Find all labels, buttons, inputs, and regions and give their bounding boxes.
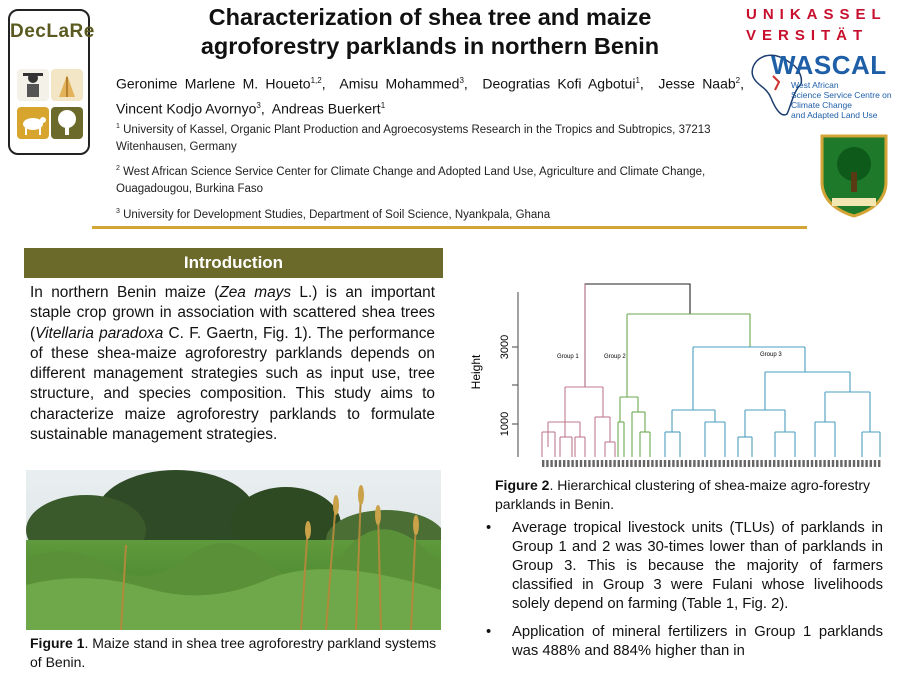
group-2-label: Group 2 bbox=[604, 354, 626, 360]
leaf-label-mark bbox=[639, 460, 641, 467]
figure-2-label: Figure 2 bbox=[495, 477, 550, 493]
leaf-label-mark bbox=[626, 460, 628, 467]
leaf-label-mark bbox=[672, 460, 674, 467]
leaf-label-mark bbox=[832, 460, 834, 467]
leaf-label-mark bbox=[647, 460, 649, 467]
tree-icon bbox=[51, 107, 83, 139]
wascal-subtitle-line: West African bbox=[791, 80, 839, 90]
intro-text-part: In northern Benin maize ( bbox=[30, 284, 220, 301]
leaf-label-mark bbox=[576, 460, 578, 467]
author-name: Andreas Buerkert bbox=[271, 100, 381, 117]
author-name: Amisu Mohammed bbox=[339, 75, 460, 92]
y-axis-label: Height bbox=[469, 354, 483, 390]
author-affil-sup: 1 bbox=[380, 100, 386, 110]
bullet-dot-icon: • bbox=[486, 520, 492, 536]
leaf-label-mark bbox=[643, 460, 645, 467]
leaf-label-mark bbox=[807, 460, 809, 467]
declare-logo bbox=[8, 9, 95, 155]
author-name: Jesse Naab bbox=[658, 75, 736, 92]
farmer-icon bbox=[17, 69, 49, 101]
leaf-label-mark bbox=[702, 460, 704, 467]
species-name: Vitellaria paradoxa bbox=[35, 324, 164, 342]
leaf-label-mark bbox=[597, 460, 599, 467]
leaf-label-mark bbox=[710, 460, 712, 467]
leaf-label-mark bbox=[874, 460, 876, 467]
leaf-label-mark bbox=[756, 460, 758, 467]
leaf-label-mark bbox=[542, 460, 544, 467]
leaf-label-mark bbox=[853, 460, 855, 467]
affiliation-1 bbox=[116, 118, 746, 156]
wascal-name: WASCAL bbox=[771, 50, 887, 80]
leaf-label-mark bbox=[840, 460, 842, 467]
title-line-1: Characterization of shea tree and maize bbox=[208, 4, 652, 30]
leaf-label-mark bbox=[651, 460, 653, 467]
species-name: Zea mays bbox=[219, 284, 292, 301]
leaf-label-mark bbox=[559, 460, 561, 467]
leaf-label-mark bbox=[567, 460, 569, 467]
leaf-label-mark bbox=[634, 460, 636, 467]
leaf-label-mark bbox=[744, 460, 746, 467]
leaf-label-mark bbox=[718, 460, 720, 467]
leaf-label-mark bbox=[731, 460, 733, 467]
leaf-label-mark bbox=[836, 460, 838, 467]
bullet-text: Average tropical livestock units (TLUs) of parklands in Group 1 and 2 was 30-times lower than of parklands in Group 3. This is because the majority of farmers classified in Group 3 were Fulani whose livelihoods solely depend on farming (Table 1, Fig. 2). bbox=[512, 520, 883, 612]
bullet-item bbox=[486, 623, 883, 661]
leaf-label-mark bbox=[563, 460, 565, 467]
leaf-label-mark bbox=[664, 460, 666, 467]
leaf-label-mark bbox=[584, 460, 586, 467]
leaf-label-mark bbox=[601, 460, 603, 467]
leaf-label-mark bbox=[613, 460, 615, 467]
wascal-subtitle-line: Climate Change bbox=[791, 100, 852, 110]
author-list: Geronime Marlene M. Houeto$^{1,2}$, Amisu Mohammed$^3$, Deogratias Kofi Agbotui$^1$, Jesse Naab$^2$, Vincent Kodjo Avornyo$^3$, Andreas Buerkert$^1$ bbox=[116, 75, 745, 117]
figure-1-label: Figure 1 bbox=[30, 635, 85, 651]
group-3-label: Group 3 bbox=[760, 352, 782, 358]
leaf-label-mark bbox=[689, 460, 691, 467]
affiliation-text: University for Development Studies, Department of Soil Science, Nyankpala, Ghana bbox=[123, 208, 551, 221]
leaf-label-mark bbox=[706, 460, 708, 467]
results-bullet-list bbox=[486, 519, 883, 670]
leaf-label-mark bbox=[714, 460, 716, 467]
uni-kassel-logo bbox=[746, 4, 887, 46]
author-name: Deogratias Kofi Agbotui bbox=[482, 75, 636, 92]
figure-2-dendrogram bbox=[460, 272, 905, 472]
leaf-label-mark bbox=[605, 460, 607, 467]
leaf-label-mark bbox=[550, 460, 552, 467]
declare-logo-text: DecLaRe bbox=[10, 21, 95, 42]
title-line-2: agroforestry parklands in northern Benin bbox=[200, 33, 660, 59]
leaf-label-mark bbox=[723, 460, 725, 467]
author-name: Geronime Marlene M. Houeto bbox=[116, 75, 311, 92]
dendrogram-leaf-labels bbox=[542, 460, 880, 467]
affiliation-number: 2 bbox=[116, 165, 120, 172]
leaf-label-mark bbox=[618, 460, 620, 467]
affiliation-2 bbox=[116, 160, 746, 198]
leaf-label-mark bbox=[865, 460, 867, 467]
leaf-label-mark bbox=[769, 460, 771, 467]
leaf-label-mark bbox=[857, 460, 859, 467]
uni-kassel-line-2: VERSITÄT bbox=[746, 27, 869, 44]
header-divider bbox=[92, 226, 807, 229]
intro-text-part: C. F. Gaertn, Fig. 1). The performance of these shea-maize agroforestry parklands depends on different management strategies such as input use, tree structure, and species composition. This study aims to characterize maize agroforestry parklands to formulate sustainable management strategies. bbox=[30, 324, 435, 444]
group-1-branches bbox=[542, 284, 615, 457]
cattle-icon bbox=[17, 107, 49, 139]
leaf-label-mark bbox=[630, 460, 632, 467]
group-1-label: Group 1 bbox=[557, 354, 579, 360]
leaf-label-mark bbox=[580, 460, 582, 467]
leaf-label-mark bbox=[781, 460, 783, 467]
leaf-label-mark bbox=[765, 460, 767, 467]
leaf-label-mark bbox=[802, 460, 804, 467]
leaf-label-mark bbox=[609, 460, 611, 467]
leaf-label-mark bbox=[878, 460, 880, 467]
leaf-label-mark bbox=[760, 460, 762, 467]
leaf-label-mark bbox=[849, 460, 851, 467]
wascal-subtitle-line: Science Service Centre on bbox=[791, 90, 892, 100]
leaf-label-mark bbox=[622, 460, 624, 467]
affiliation-text: University of Kassel, Organic Plant Production and Agroecosystems Research in the Tropics and Subtropics, 37213 Witenhausen, Germany bbox=[116, 123, 711, 153]
leaf-label-mark bbox=[727, 460, 729, 467]
figure-2-caption bbox=[495, 476, 895, 514]
bullet-dot-icon: • bbox=[486, 624, 492, 640]
leaf-label-mark bbox=[735, 460, 737, 467]
leaf-label-mark bbox=[697, 460, 699, 467]
leaf-label-mark bbox=[811, 460, 813, 467]
harvest-icon bbox=[51, 69, 83, 101]
uds-crest-logo bbox=[818, 132, 890, 218]
group-3-branches bbox=[665, 347, 880, 457]
author-affil-sup: 1,2 bbox=[310, 76, 322, 85]
leaf-label-mark bbox=[752, 460, 754, 467]
y-tick-label: 3000 bbox=[499, 334, 511, 360]
leaf-label-mark bbox=[777, 460, 779, 467]
leaf-label-mark bbox=[844, 460, 846, 467]
leaf-label-mark bbox=[555, 460, 557, 467]
leaf-label-mark bbox=[828, 460, 830, 467]
leaf-label-mark bbox=[748, 460, 750, 467]
leaf-label-mark bbox=[655, 460, 657, 467]
author-affil-sup: 1 bbox=[635, 76, 640, 85]
leaf-label-mark bbox=[739, 460, 741, 467]
leaf-label-mark bbox=[693, 460, 695, 467]
affiliation-3 bbox=[116, 203, 746, 224]
dendrogram-root-branch bbox=[585, 284, 690, 387]
leaf-label-mark bbox=[798, 460, 800, 467]
leaf-label-mark bbox=[588, 460, 590, 467]
author-affil-sup: 3 bbox=[459, 76, 464, 85]
poster-title bbox=[150, 3, 710, 61]
figure-2-caption-text: . Hierarchical clustering of shea-maize agro-forestry parklands in Benin. bbox=[495, 477, 871, 512]
leaf-label-mark bbox=[823, 460, 825, 467]
leaf-label-mark bbox=[790, 460, 792, 467]
bullet-text: Application of mineral fertilizers in Group 1 parklands was 488% and 884% higher than in bbox=[512, 624, 883, 659]
leaf-label-mark bbox=[819, 460, 821, 467]
introduction-paragraph bbox=[30, 283, 435, 445]
leaf-label-mark bbox=[571, 460, 573, 467]
y-tick-label: 1000 bbox=[499, 411, 511, 437]
affiliation-number: 1 bbox=[116, 123, 120, 130]
intro-text-part: L.) is an important staple crop grown in association with scattered shea trees ( bbox=[30, 284, 435, 342]
introduction-heading: Introduction bbox=[24, 248, 443, 278]
affiliation-number: 3 bbox=[116, 208, 120, 215]
leaf-label-mark bbox=[870, 460, 872, 467]
leaf-label-mark bbox=[794, 460, 796, 467]
leaf-label-mark bbox=[660, 460, 662, 467]
leaf-label-mark bbox=[681, 460, 683, 467]
bullet-item bbox=[486, 519, 883, 614]
author-affil-sup: 3 bbox=[256, 100, 261, 110]
figure-1-caption bbox=[30, 634, 440, 672]
leaf-label-mark bbox=[668, 460, 670, 467]
wascal-logo bbox=[745, 48, 905, 123]
author-affil-sup: 2 bbox=[735, 76, 741, 85]
uni-kassel-line-1: UNIKASSEL bbox=[746, 6, 887, 23]
leaf-label-mark bbox=[786, 460, 788, 467]
affiliation-text: West African Science Service Center for Climate Change and Adopted Land Use, Agriculture and Climate Change, Ouagadougou, Burkina Faso bbox=[116, 165, 706, 195]
leaf-label-mark bbox=[592, 460, 594, 467]
leaf-label-mark bbox=[685, 460, 687, 467]
leaf-label-mark bbox=[546, 460, 548, 467]
figure-1-caption-text: . Maize stand in shea tree agroforestry parkland systems of Benin. bbox=[30, 635, 437, 670]
author-name: Vincent Kodjo Avornyo bbox=[116, 100, 257, 117]
group-2-branches bbox=[618, 314, 750, 457]
leaf-label-mark bbox=[861, 460, 863, 467]
figure-1-photo bbox=[26, 470, 441, 630]
leaf-label-mark bbox=[676, 460, 678, 467]
wascal-subtitle-line: and Adapted Land Use bbox=[791, 110, 878, 120]
leaf-label-mark bbox=[773, 460, 775, 467]
leaf-label-mark bbox=[815, 460, 817, 467]
